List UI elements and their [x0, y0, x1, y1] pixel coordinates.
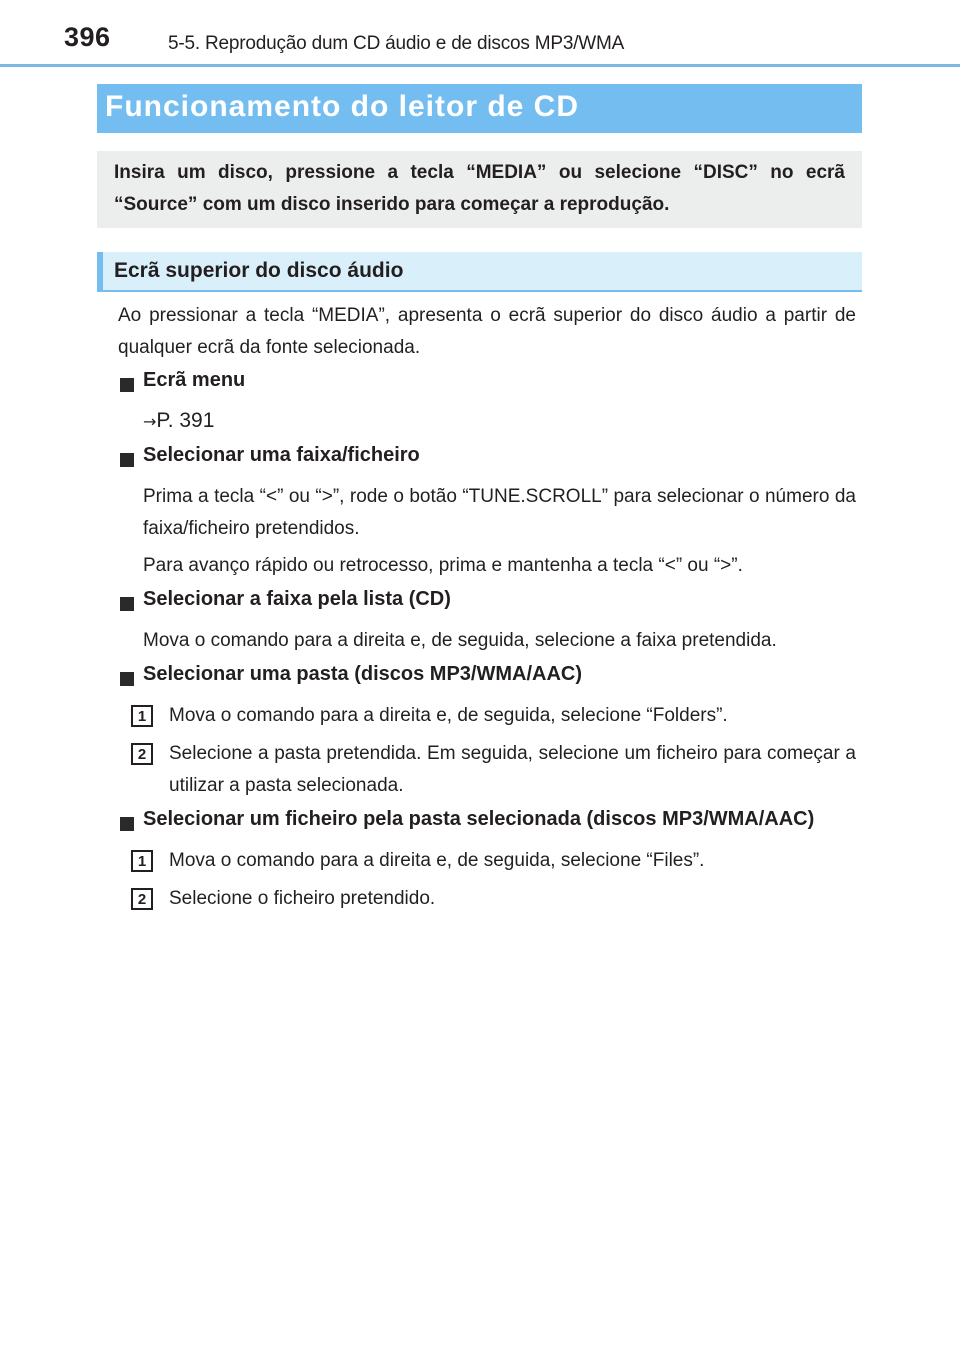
bullet-square-icon [120, 597, 134, 611]
item-paragraph: Mova o comando para a direita e, de seguida, selecione a faixa pretendida. [143, 630, 777, 651]
subsection-accent [97, 252, 103, 290]
step-number-badge: 2 [131, 743, 153, 765]
intro-box [97, 151, 862, 228]
main-title-bar [97, 84, 862, 133]
subsection-intro: Ao pressionar a tecla “MEDIA”, apresenta o ecrã superior do disco áudio a partir de qualquer ecrã da fonte selecionada. [118, 305, 856, 358]
bullet-square-icon [120, 817, 134, 831]
item-heading-label: Selecionar uma faixa/ficheiro [143, 444, 420, 466]
step-text: Selecione o ficheiro pretendido. [169, 888, 436, 909]
bullet-square-icon [120, 378, 134, 392]
step-text: Mova o comando para a direita e, de seguida, selecione “Folders”. [169, 705, 728, 726]
intro-text: Insira um disco, pressione a tecla “MEDIA” ou selecione “DISC” no ecrã “Source” com um disco inserido para começar a reprodução. [114, 162, 845, 215]
item-heading-label: Selecionar um ficheiro pela pasta selecionada (discos MP3/WMA/AAC) [143, 808, 815, 830]
item-heading-label: Selecionar a faixa pela lista (CD) [143, 588, 451, 610]
subsection-bar [97, 252, 862, 292]
step-text: Selecione a pasta pretendida. Em seguida, selecione um ficheiro para começar a utilizar a pasta selecionada. [169, 743, 856, 796]
item-paragraph: Para avanço rápido ou retrocesso, prima e mantenha a tecla “<” ou “>”. [143, 555, 743, 576]
page-header [0, 0, 960, 67]
item-heading-label: Selecionar uma pasta (discos MP3/WMA/AAC) [143, 663, 582, 685]
section-path: 5-5. Reprodução dum CD áudio e de discos MP3/WMA [168, 33, 625, 54]
step-number-badge: 2 [131, 888, 153, 910]
arrow-right-icon: → [143, 412, 157, 431]
step-number-badge: 1 [131, 850, 153, 872]
step-text: Mova o comando para a direita e, de seguida, selecione “Files”. [169, 850, 705, 871]
page-title: Funcionamento do leitor de CD [105, 90, 580, 123]
item-heading-label: Ecrã menu [143, 369, 246, 391]
bullet-square-icon [120, 672, 134, 686]
page-reference[interactable] [143, 405, 214, 438]
subsection-title: Ecrã superior do disco áudio [114, 259, 404, 282]
bullet-square-icon [120, 453, 134, 467]
page-number: 396 [64, 22, 111, 52]
step-number-badge: 1 [131, 705, 153, 727]
item-paragraph: Prima a tecla “<” ou “>”, rode o botão “TUNE.SCROLL” para selecionar o número da faixa/ficheiro pretendidos. [143, 486, 856, 539]
page-reference-label: P. 391 [156, 409, 215, 432]
